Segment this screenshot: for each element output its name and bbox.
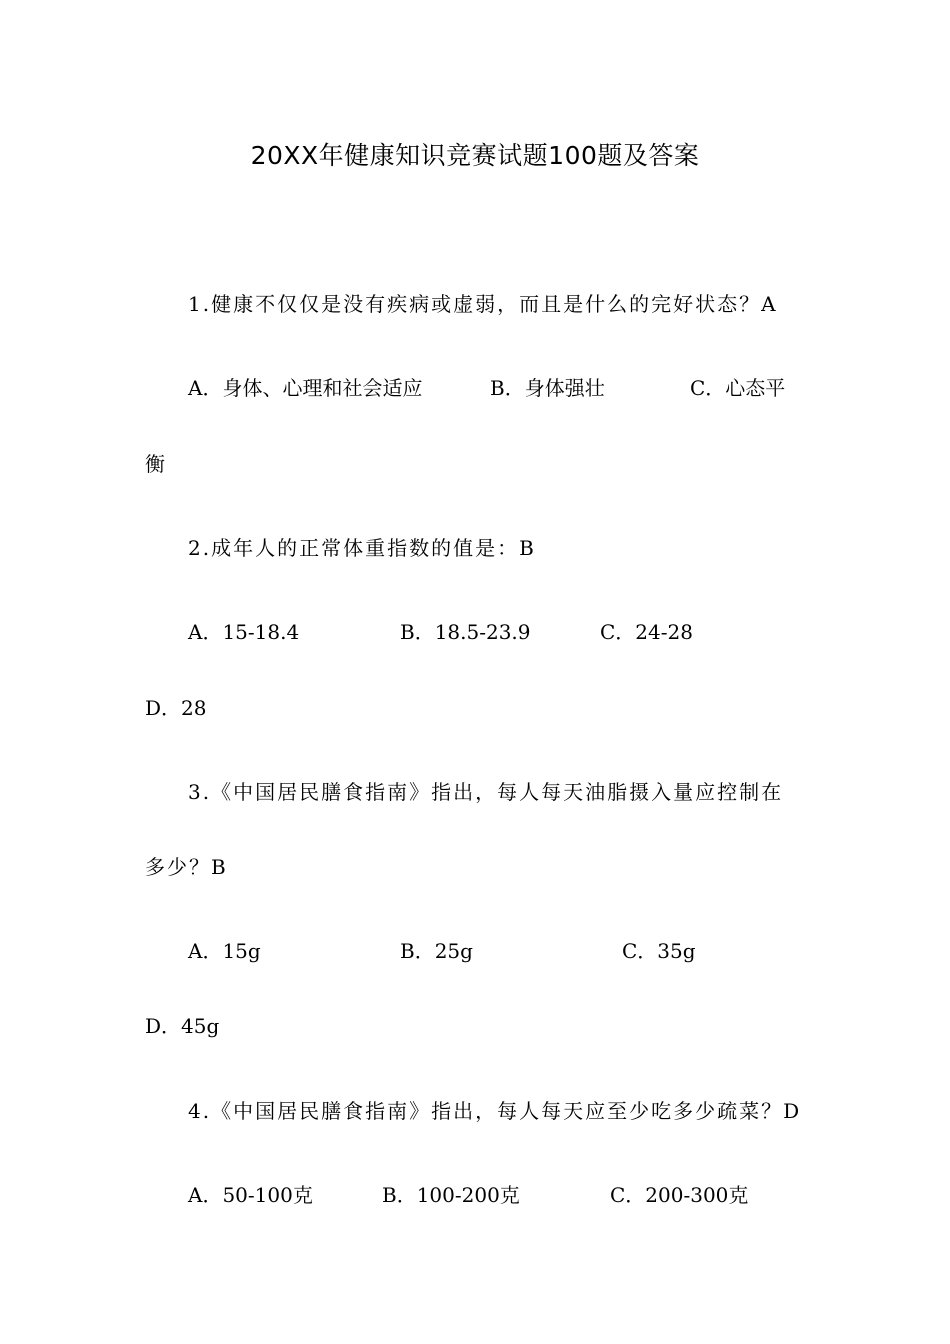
question-2-option-a: A．15-18.4 (188, 620, 300, 644)
question-3-option-c: C．35g (622, 939, 696, 963)
question-2-option-b: B．18.5-23.9 (400, 620, 531, 644)
question-3-option-a: A．15g (188, 939, 261, 963)
question-3-option-b: B．25g (400, 939, 473, 963)
question-2-option-c: C．24-28 (600, 620, 693, 644)
question-4-text: 4.《中国居民膳食指南》指出，每人每天应至少吃多少疏菜？D (188, 1099, 802, 1123)
question-4-option-c: C．200-300克 (610, 1183, 749, 1207)
question-4-option-b: B．100-200克 (382, 1183, 520, 1207)
question-4-option-a: A．50-100克 (188, 1183, 313, 1207)
question-1-text: 1.健康不仅仅是没有疾病或虚弱，而且是什么的完好状态？A (188, 292, 778, 316)
question-1-option-c: C．心态平 (690, 376, 786, 400)
question-1-option-b: B．身体强壮 (490, 376, 605, 400)
question-3-text-line-1: 3.《中国居民膳食指南》指出，每人每天油脂摄入量应控制在 (188, 780, 784, 804)
question-1-option-c-wrap: 衡 (145, 452, 165, 476)
question-2-text: 2.成年人的正常体重指数的值是：B (188, 536, 536, 560)
document-title: 20XX年健康知识竞赛试题100题及答案 (250, 141, 700, 170)
question-3-text-line-2: 多少？B (145, 855, 228, 879)
question-1-option-a: A．身体、心理和社会适应 (188, 376, 423, 400)
question-3-option-d: D．45g (145, 1014, 220, 1038)
question-2-option-d: D．28 (145, 696, 207, 720)
